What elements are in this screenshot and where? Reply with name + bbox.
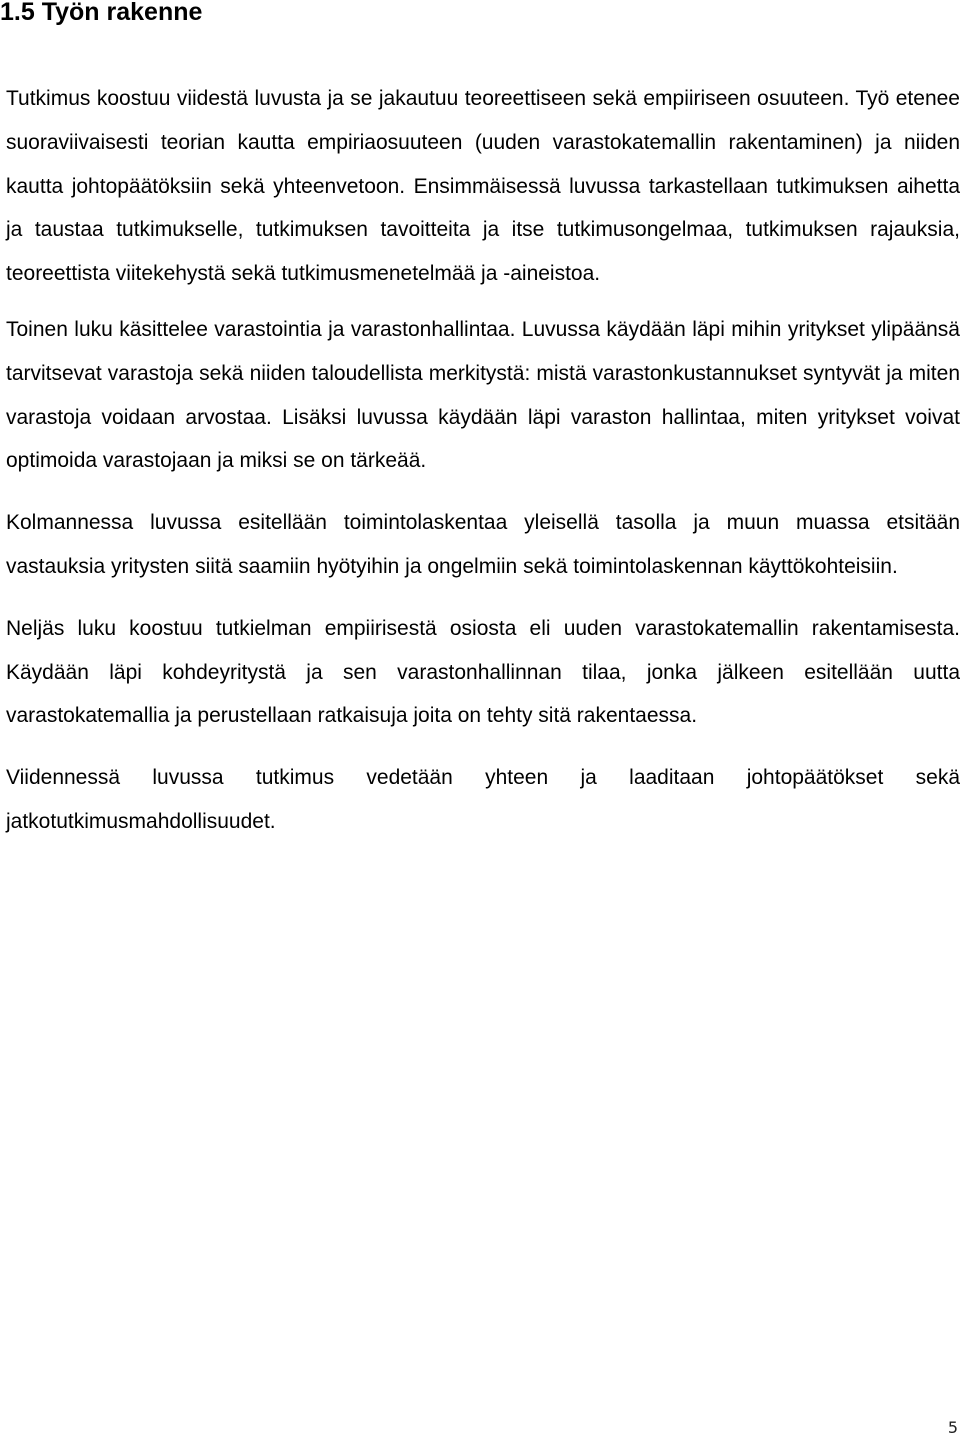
paragraph-chapter-3: Kolmannessa luvussa esitellään toimintolaskentaa yleisellä tasolla ja muun muassa etsitään vastauksia yritysten siitä saamiin hyötyihin ja ongelmiin sekä toimintolaskennan käyttökohteisiin. [6,511,960,578]
section-body [6,77,960,844]
section-heading: 1.5 Työn rakenne [0,0,203,26]
paragraph-chapter-5: Viidennessä luvussa tutkimus vedetään yhteen ja laaditaan johtopäätökset sekä jatkotutkimusmahdollisuudet. [6,766,960,833]
page-number: 5 [947,1418,958,1437]
paragraph-intro: Tutkimus koostuu viidestä luvusta ja se jakautuu teoreettiseen sekä empiiriseen osuuteen. Työ etenee suoraviivaisesti teorian kautta empiriaosuuteen (uuden varastokatemallin rakentaminen) ja niiden kautta johtopäätöksiin sekä yhteenvetoon. Ensimmäisessä luvussa tarkastellaan tutkimuksen aihetta ja taustaa tutkimukselle, tutkimuksen tavoitteita ja itse tutkimusongelmaa, tutkimuksen rajauksia, teoreettista viitekehystä sekä tutkimusmenetelmää ja -aineistoa. [6,87,960,286]
paragraph-chapter-2: Toinen luku käsittelee varastointia ja varastonhallintaa. Luvussa käydään läpi mihin yritykset ylipäänsä tarvitsevat varastoja sekä niiden taloudellista merkitystä: mistä varastonkustannukset syntyvät ja miten varastoja voidaan arvostaa. Lisäksi luvussa käydään läpi varaston hallintaa, miten yritykset voivat optimoida varastojaan ja miksi se on tärkeää. [6,317,960,473]
paragraph-chapter-4: Neljäs luku koostuu tutkielman empiirisestä osiosta eli uuden varastokatemallin rakentamisesta. Käydään läpi kohdeyritystä ja sen varastonhallinnan tilaa, jonka jälkeen esitellään uutta varastokatemallia ja perustellaan ratkaisuja joita on tehty sitä rakentaessa. [6,616,960,728]
